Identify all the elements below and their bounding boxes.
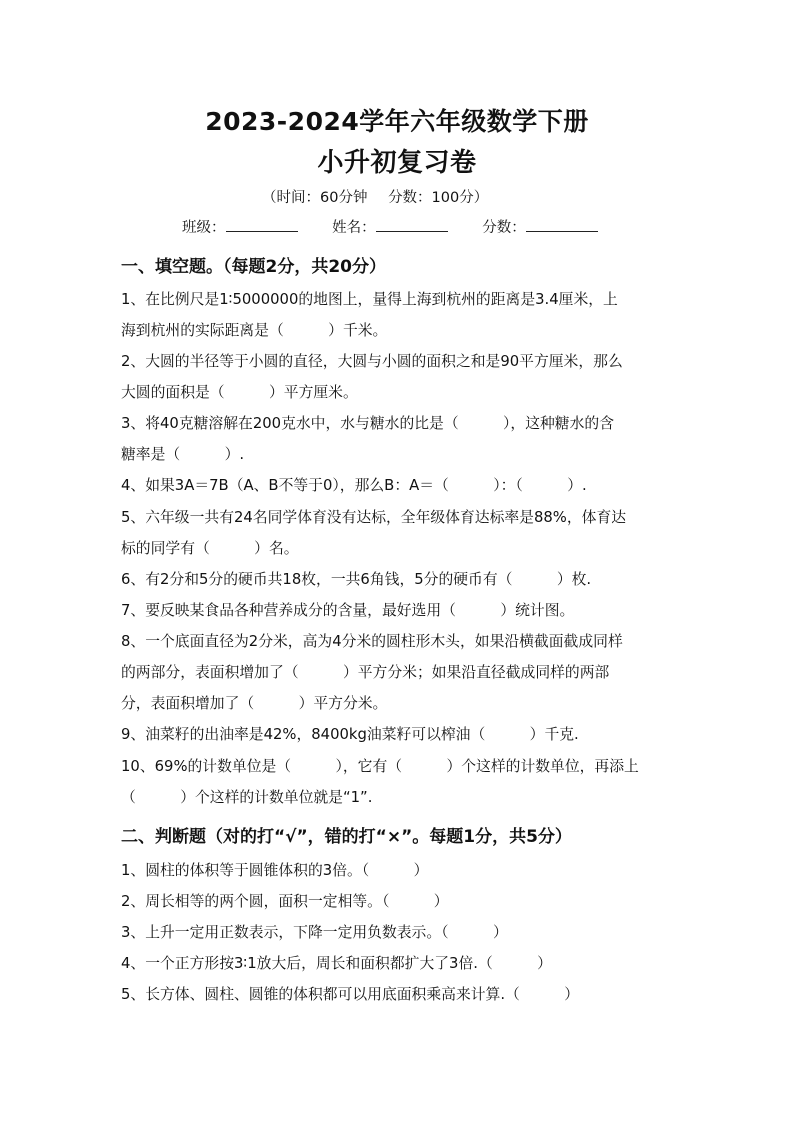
class-label: 班级： bbox=[182, 220, 226, 236]
time-limit: （时间：60分钟 bbox=[262, 190, 368, 206]
class-blank[interactable] bbox=[226, 217, 298, 232]
judge-question-4 bbox=[121, 948, 681, 979]
question-line: 1、圆柱的体积等于圆锥体积的3倍。（ ） bbox=[121, 862, 429, 879]
name-label: 姓名： bbox=[332, 220, 376, 236]
section-fill-in-heading: 一、填空题。（每题2分，共20分） bbox=[121, 257, 386, 277]
question-line: 2、大圆的半径等于小圆的直径，大圆与小圆的面积之和是90平方厘米，那么 bbox=[121, 353, 623, 370]
question-line: 2、周长相等的两个圆，面积一定相等。（ ） bbox=[121, 893, 449, 910]
question-line: 10、69%的计数单位是（ ），它有（ ）个这样的计数单位，再添上 bbox=[121, 758, 639, 775]
question-line: （ ）个这样的计数单位就是“1”. bbox=[121, 789, 373, 806]
score-blank[interactable] bbox=[526, 217, 598, 232]
question-line: 大圆的面积是（ ）平方厘米。 bbox=[121, 384, 358, 401]
question-line: 8、一个底面直径为2分米，高为4分米的圆柱形木头，如果沿横截面截成同样 bbox=[121, 633, 623, 650]
total-score: 分数：100分） bbox=[388, 190, 489, 206]
question-line: 3、上升一定用正数表示，下降一定用负数表示。（ ） bbox=[121, 924, 508, 941]
student-info bbox=[182, 216, 702, 237]
question-line: 3、将40克糖溶解在200克水中，水与糖水的比是（ ），这种糖水的含 bbox=[121, 415, 614, 432]
section-true-false-heading: 二、判断题（对的打“√”，错的打“×”。每题1分，共5分） bbox=[121, 827, 572, 847]
question-9 bbox=[121, 719, 681, 750]
question-2 bbox=[121, 346, 681, 408]
question-line: 标的同学有（ ）名。 bbox=[121, 540, 299, 557]
question-line: 4、一个正方形按3∶1放大后，周长和面积都扩大了3倍.（ ） bbox=[121, 955, 552, 972]
question-4 bbox=[121, 470, 681, 501]
question-line: 5、长方体、圆柱、圆锥的体积都可以用底面积乘高来计算.（ ） bbox=[121, 986, 580, 1003]
name-blank[interactable] bbox=[376, 217, 448, 232]
question-line: 海到杭州的实际距离是（ ）千米。 bbox=[121, 322, 388, 339]
judge-question-5 bbox=[121, 979, 681, 1010]
question-6 bbox=[121, 564, 681, 595]
question-line: 5、六年级一共有24名同学体育没有达标，全年级体育达标率是88%，体育达 bbox=[121, 509, 627, 526]
question-3 bbox=[121, 408, 681, 470]
question-10 bbox=[121, 751, 681, 813]
question-line: 6、有2分和5分的硬币共18枚，一共6角钱，5分的硬币有（ ）枚. bbox=[121, 571, 592, 588]
question-5 bbox=[121, 502, 681, 564]
question-line: 4、如果3A＝7B（A、B不等于0），那么B：A＝（ ）：（ ）. bbox=[121, 477, 587, 494]
exam-subtitle: 小升初复习卷 bbox=[317, 148, 477, 178]
exam-meta bbox=[262, 186, 504, 207]
exam-title: 2023-2024学年六年级数学下册 bbox=[205, 107, 589, 136]
judge-question-1 bbox=[121, 855, 681, 886]
question-line: 1、在比例尺是1∶5000000的地图上，量得上海到杭州的距离是3.4厘米，上 bbox=[121, 291, 618, 308]
judge-question-2 bbox=[121, 886, 681, 917]
question-line: 分，表面积增加了（ ）平方分米。 bbox=[121, 695, 388, 712]
score-label: 分数： bbox=[482, 220, 526, 236]
question-line: 糖率是（ ）. bbox=[121, 446, 245, 463]
question-1 bbox=[121, 284, 681, 346]
judge-question-3 bbox=[121, 917, 681, 948]
question-8 bbox=[121, 626, 681, 719]
question-line: 的两部分，表面积增加了（ ）平方分米；如果沿直径截成同样的两部 bbox=[121, 664, 610, 681]
question-line: 9、油菜籽的出油率是42%，8400kg油菜籽可以榨油（ ）千克. bbox=[121, 726, 579, 743]
question-7 bbox=[121, 595, 681, 626]
question-line: 7、要反映某食品各种营养成分的含量，最好选用（ ）统计图。 bbox=[121, 602, 575, 619]
